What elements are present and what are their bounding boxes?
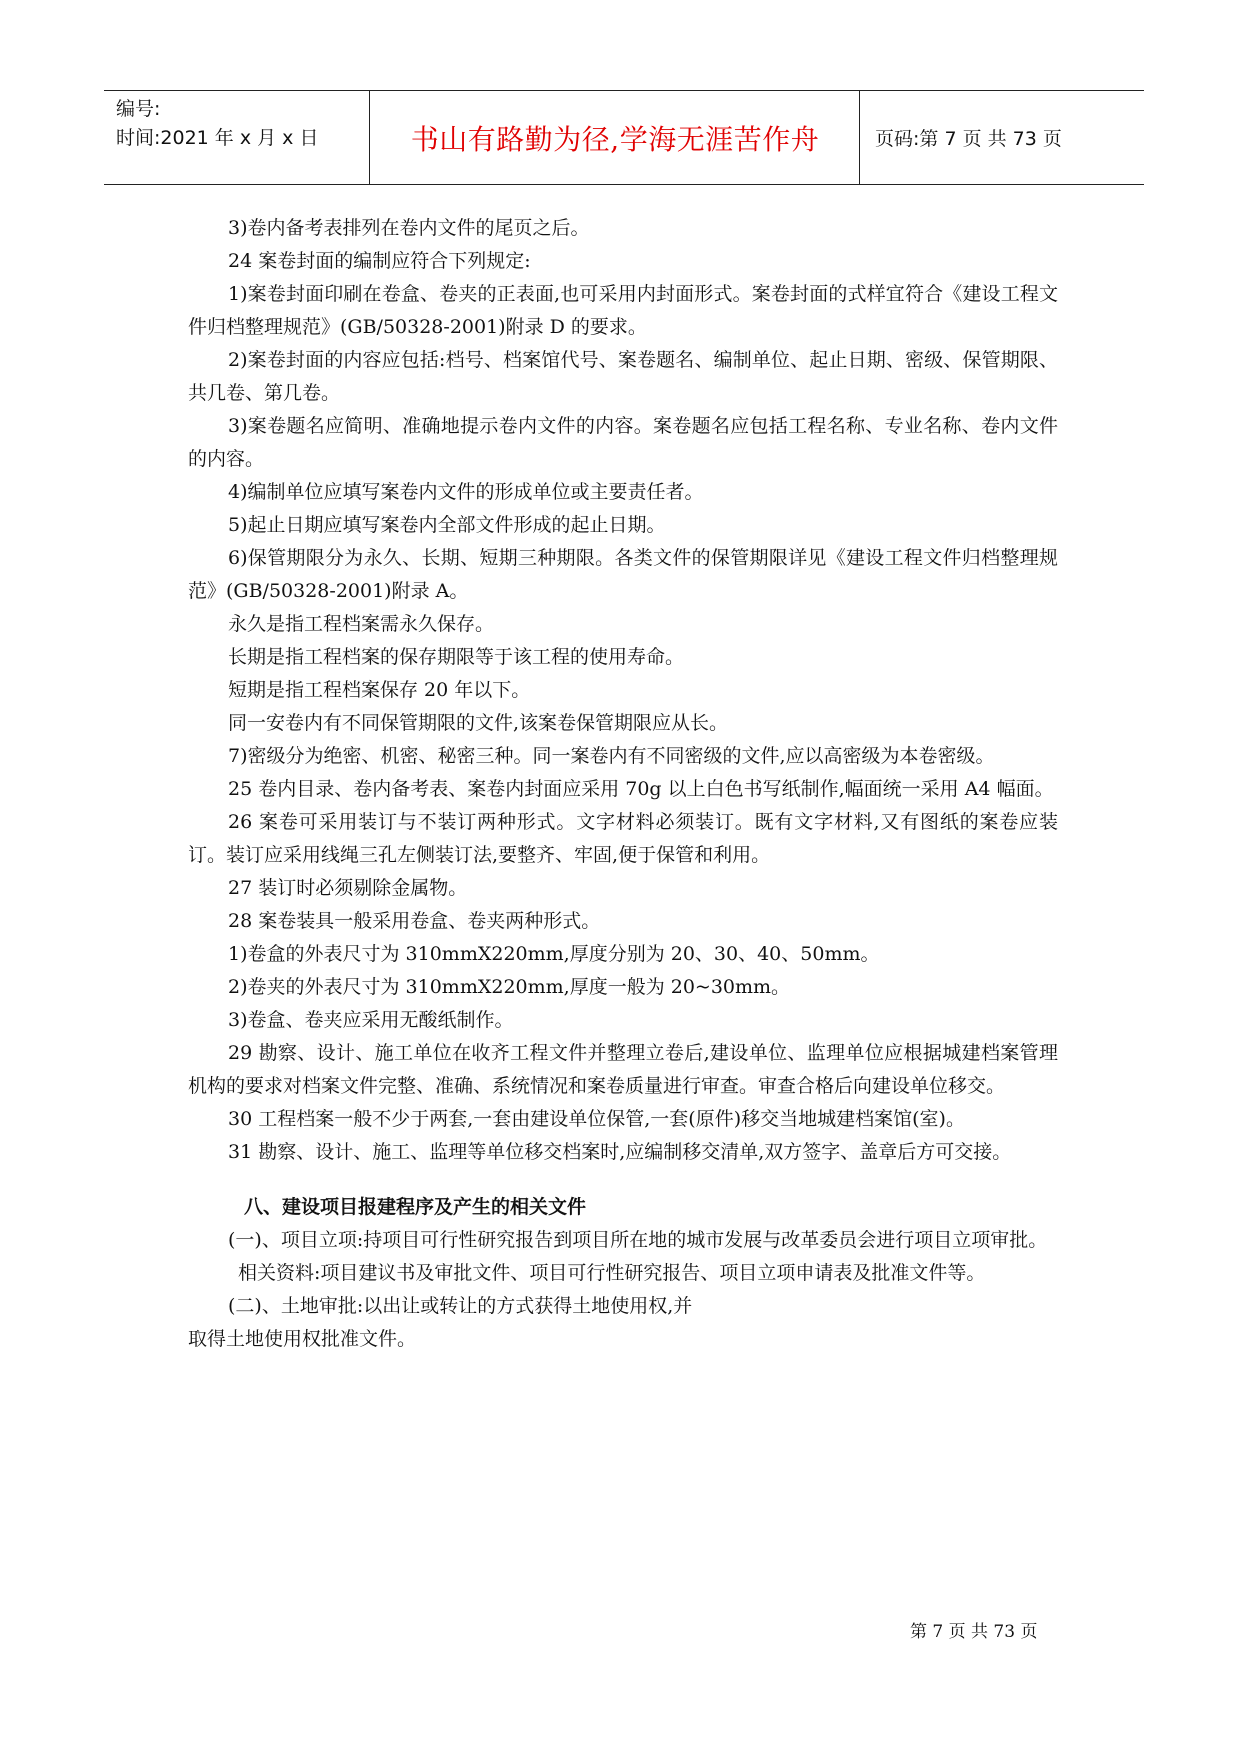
paragraph: 28 案卷装具一般采用卷盒、卷夹两种形式。	[228, 910, 601, 932]
section-gap	[188, 1169, 1058, 1191]
header-meta	[116, 95, 366, 153]
page-header	[104, 90, 1144, 185]
paragraph: 取得土地使用权批准文件。	[188, 1328, 417, 1350]
paragraph: 长期是指工程档案的保存期限等于该工程的使用寿命。	[228, 646, 685, 668]
paragraph: 1)案卷封面印刷在卷盒、卷夹的正表面,也可采用内封面形式。案卷封面的式样宜符合《建设工程文件归档整理规范》(GB/50328-2001)附录 D 的要求。	[188, 283, 1058, 338]
paragraph: 24 案卷封面的编制应符合下列规定:	[228, 250, 531, 272]
paragraph: 30 工程档案一般不少于两套,一套由建设单位保管,一套(原件)移交当地城建档案馆(室)。	[228, 1108, 965, 1130]
paragraph: (二)、土地审批:以出让或转让的方式获得土地使用权,并	[228, 1295, 693, 1317]
paragraph: 2)案卷封面的内容应包括:档号、档案馆代号、案卷题名、编制单位、起止日期、密级、保管期限、共几卷、第几卷。	[188, 349, 1058, 404]
paragraph: (一)、项目立项:持项目可行性研究报告到项目所在地的城市发展与改革委员会进行项目立项审批。	[228, 1229, 1048, 1251]
paragraph: 3)案卷题名应简明、准确地提示卷内文件的内容。案卷题名应包括工程名称、专业名称、卷内文件的内容。	[188, 415, 1058, 470]
header-divider	[369, 91, 370, 184]
header-divider	[859, 91, 860, 184]
paragraph: 29 勘察、设计、施工单位在收齐工程文件并整理立卷后,建设单位、监理单位应根据城建档案管理机构的要求对档案文件完整、准确、系统情况和案卷质量进行审查。审查合格后向建设单位移交。	[188, 1042, 1058, 1097]
document-body	[188, 212, 1058, 1356]
page-footer: 第 7 页 共 73 页	[910, 1622, 1038, 1642]
header-motto: 书山有路勤为径,学海无涯苦作舟	[410, 122, 820, 156]
paragraph: 27 装订时必须剔除金属物。	[228, 877, 468, 899]
paragraph: 4)编制单位应填写案卷内文件的形成单位或主要责任者。	[228, 481, 704, 503]
paragraph: 6)保管期限分为永久、长期、短期三种期限。各类文件的保管期限详见《建设工程文件归档整理规范》(GB/50328-2001)附录 A。	[188, 547, 1058, 602]
paragraph: 26 案卷可采用装订与不装订两种形式。文字材料必须装订。既有文字材料,又有图纸的案卷应装订。装订应采用线绳三孔左侧装订法,要整齐、牢固,便于保管和利用。	[188, 811, 1058, 866]
paragraph: 2)卷夹的外表尺寸为 310mmX220mm,厚度一般为 20~30mm。	[228, 976, 791, 998]
document-number-label: 编号:	[116, 98, 161, 120]
paragraph: 3)卷盒、卷夹应采用无酸纸制作。	[228, 1009, 514, 1031]
paragraph: 永久是指工程档案需永久保存。	[228, 613, 495, 635]
header-page-number: 页码:第 7 页 共 73 页	[875, 128, 1062, 150]
document-time-label: 时间:2021 年 x 月 x 日	[116, 127, 319, 149]
paragraph: 31 勘察、设计、施工、监理等单位移交档案时,应编制移交清单,双方签字、盖章后方可交接。	[228, 1141, 1012, 1163]
paragraph: 1)卷盒的外表尺寸为 310mmX220mm,厚度分别为 20、30、40、50mm。	[228, 943, 880, 965]
paragraph: 短期是指工程档案保存 20 年以下。	[228, 679, 531, 701]
paragraph: 相关资料:项目建议书及审批文件、项目可行性研究报告、项目立项申请表及批准文件等。	[238, 1262, 986, 1284]
paragraph: 25 卷内目录、卷内备考表、案卷内封面应采用 70g 以上白色书写纸制作,幅面统一采用 A4 幅面。	[228, 778, 1054, 800]
paragraph: 7)密级分为绝密、机密、秘密三种。同一案卷内有不同密级的文件,应以高密级为本卷密级。	[228, 745, 995, 767]
paragraph: 同一安卷内有不同保管期限的文件,该案卷保管期限应从长。	[228, 712, 729, 734]
section-title: 八、建设项目报建程序及产生的相关文件	[244, 1196, 587, 1218]
paragraph: 3)卷内备考表排列在卷内文件的尾页之后。	[228, 217, 590, 239]
paragraph: 5)起止日期应填写案卷内全部文件形成的起止日期。	[228, 514, 666, 536]
